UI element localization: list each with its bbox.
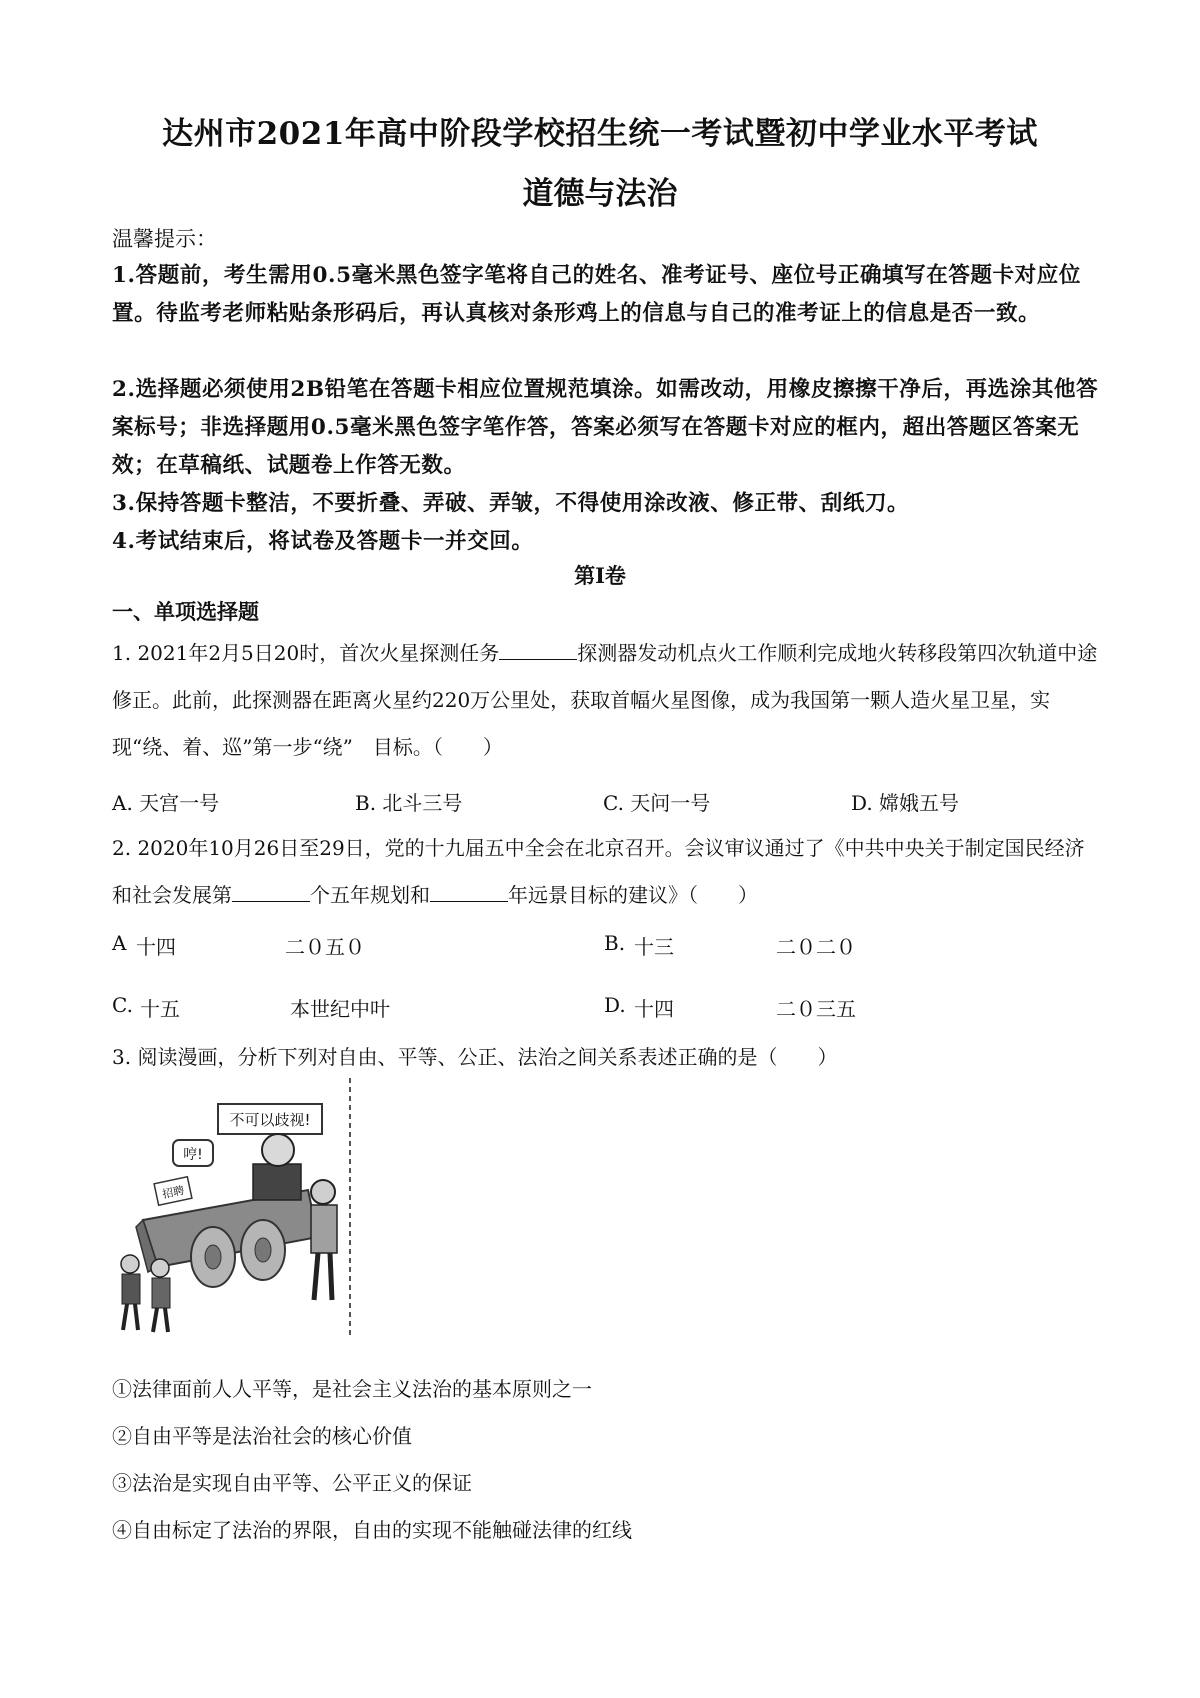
part-label: 第Ⅰ卷 [574, 563, 626, 588]
question-1-stem [112, 630, 1102, 771]
answer-blank [499, 641, 577, 660]
person-leg [135, 1304, 138, 1330]
question-2-stem-mid: 个五年规划和 [310, 883, 430, 907]
question-2-option-d-second: 二０三五 [776, 997, 856, 1021]
cartoon-image [118, 1072, 368, 1342]
question-1-option-a: A. 天宫一号 [112, 791, 220, 815]
question-3-statement-2: ②自由平等是法治社会的核心价值 [112, 1424, 412, 1448]
boss-head [262, 1134, 294, 1166]
tip-item-2: 2.选择题必须使用2B铅笔在答题卡相应位置规范填涂。如需改动，用橡皮擦擦干净后，再选涂其他答案标号；非选择题用0.5毫米黑色签字笔作答，答案必须写在答题卡对应的框内，超出答题区答案无效；在草稿纸、试题卷上作答无数。 [112, 377, 1099, 478]
question-2-option-d-letter: D. [604, 993, 626, 1017]
answer-blank [430, 883, 508, 902]
cart-wheel-hub [255, 1238, 271, 1262]
section-title: 一、单项选择题 [112, 599, 259, 624]
speech-text-right: 不可以歧视! [229, 1111, 311, 1129]
man-body [311, 1205, 337, 1253]
person-leg [153, 1308, 157, 1332]
person-head [121, 1255, 139, 1273]
question-2-option-b-second: 二０二０ [776, 935, 856, 959]
question-3-stem: 3. 阅读漫画，分析下列对自由、平等、公正、法治之间关系表述正确的是（ ） [112, 1045, 838, 1069]
speech-text-left: 哼! [183, 1147, 203, 1163]
person-body [152, 1278, 170, 1308]
question-2-option-a-letter: A [112, 931, 127, 955]
tip-item-3: 3.保持答题卡整洁，不要折叠、弄破、弄皱，不得使用涂改液、修正带、刮纸刀。 [112, 491, 910, 516]
person-leg [123, 1304, 127, 1330]
question-2-stem-start: 2. 2020年10月26日至29日，党的十九届五中全会在北京召开。会议审议通过了《中共中央关于制定国民经济和社会发展第 [112, 836, 1085, 907]
question-2-option-b-first: 十三 [634, 935, 674, 959]
question-2-stem [112, 825, 1102, 919]
question-2-option-c-first: 十五 [140, 997, 180, 1021]
person-leg [165, 1308, 168, 1332]
question-2-option-a-second: 二０五０ [285, 935, 365, 959]
question-2-option-c-letter: C. [112, 993, 133, 1017]
tip-item-4: 4.考试结束后，将试卷及答题卡一并交回。 [112, 529, 534, 554]
question-2-option-a-first: 十四 [136, 935, 176, 959]
man-head [311, 1180, 335, 1204]
question-2-option-d-first: 十四 [634, 997, 674, 1021]
subject-title: 道德与法治 [522, 176, 678, 212]
exam-title: 达州市2021年高中阶段学校招生统一考试暨初中学业水平考试 [162, 116, 1038, 152]
question-1-option-b: B. 北斗三号 [355, 791, 463, 815]
answer-blank [232, 883, 310, 902]
question-3-statement-4: ④自由标定了法治的界限，自由的实现不能触碰法律的红线 [112, 1518, 632, 1542]
question-1-stem-start: 1. 2021年2月5日20时，首次火星探测任务 [112, 641, 500, 665]
man-leg [314, 1253, 318, 1300]
question-3-statement-1: ①法律面前人人平等，是社会主义法治的基本原则之一 [112, 1377, 592, 1401]
question-1-stem-end: 探测器发动机点火工作顺利完成地火转移段第四次轨道中途修正。此前，此探测器在距离火星约220万公里处，获取首幅火星图像，成为我国第一颗人造火星卫星，实现“绕、着、巡”第一步“绕” 目标。（ ） [112, 641, 1098, 759]
recruit-sign-text: 招聘 [161, 1183, 186, 1202]
question-1-option-c: C. 天问一号 [603, 791, 711, 815]
question-2-option-b-letter: B. [604, 931, 626, 955]
person-body [122, 1274, 140, 1304]
cart-wheel-hub [205, 1245, 221, 1269]
person-head [151, 1259, 169, 1277]
question-3-statement-3: ③法治是实现自由平等、公平正义的保证 [112, 1471, 472, 1495]
question-2-stem-end: 年远景目标的建议》（ ） [508, 883, 758, 907]
man-leg [330, 1253, 332, 1300]
boss-body [253, 1164, 301, 1200]
tips-heading: 温馨提示： [112, 227, 217, 251]
question-2-option-c-second: 本世纪中叶 [290, 997, 390, 1021]
question-1-option-d: D. 嫦娥五号 [851, 791, 960, 815]
tip-item-1: 1.答题前，考生需用0.5毫米黑色签字笔将自己的姓名、准考证号、座位号正确填写在答题卡对应位置。待监考老师粘贴条形码后，再认真核对条形鸡上的信息与自己的准考证上的信息是否一致。 [112, 263, 1081, 326]
